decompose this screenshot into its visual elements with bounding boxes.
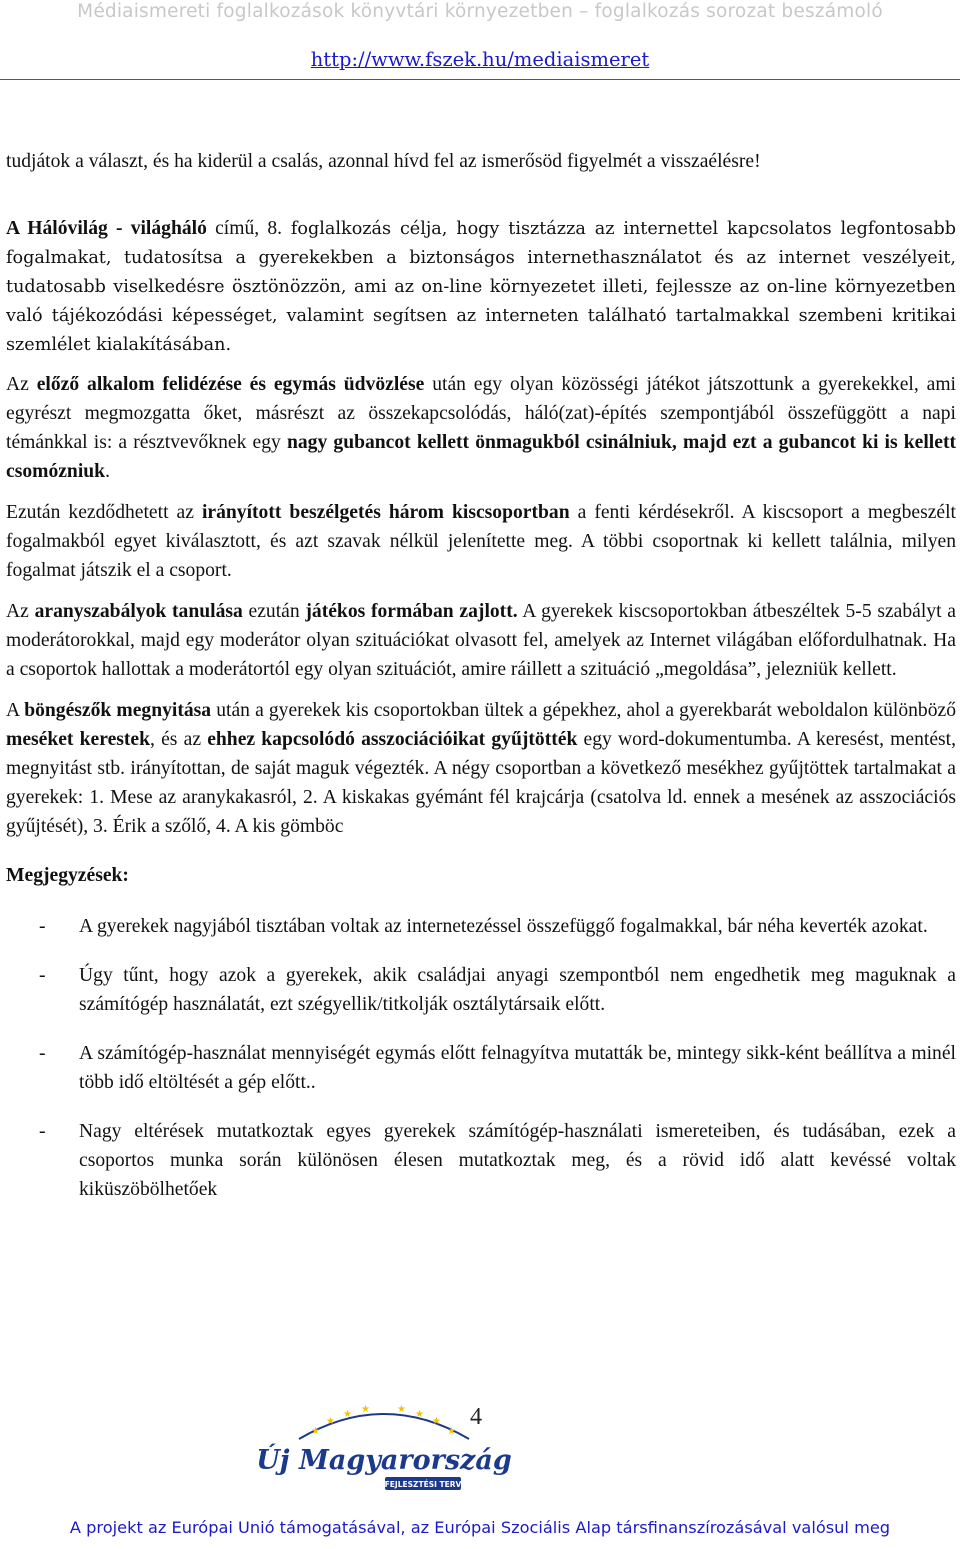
list-item: - Nagy eltérések mutatkoztak egyes gyerekek számítógép-használati ismereteiben, és tudásában, ezek a csoportos munka során különösen élesen mutatkoztak meg, és a rövid idő alatt kevéssé voltak kiküszöbölhetőek xyxy=(6,1117,956,1204)
uj-magyarorszag-logo xyxy=(256,1403,512,1507)
paragraph-warmup: Az előző alkalom felidézése és egymás üdvözlése után egy olyan közösségi játékot játszottunk a gyerekekkel, ami egyrészt megmozgatta őket, másrészt az összekapcsolódás, háló(zat)-építés szempontjából összefüggött a napi témánkkal is: a résztvevőknek egy nagy gubancot kellett önmagukból csinálniuk, majd ezt a gubancot ki is kellett csomózniuk. xyxy=(6,374,956,482)
notes-list xyxy=(6,912,956,1204)
paragraph-discussion: Ezután kezdődhetett az irányított beszélgetés három kiscsoportban a fenti kérdésekről. A kiscsoport a megbeszélt fogalmakból egyet kiválasztott, és azt szavak nélkül jelenítette meg. A többi csoportnak ki kellett találnia, milyen fogalmat játszik el a csoport. xyxy=(6,502,956,581)
document-body xyxy=(6,147,956,1224)
paragraph-session-goal: A Hálóvilág - világháló című, 8. foglalkozás célja, hogy tisztázza az internettel kapcsolatos legfontosabb fogalmakat, tudatosítsa a gyerekekben a biztonságos internethasználatot és az internet veszélyeit, tudatosabb viselkedésre ösztönözzön, ami az on-line környezetet illeti, fejlessze az on-line környezetben való tájékozódási képességet, valamint segítsen az interneten található tartalmakkal szembeni kritikai szemlélet kialakításában. xyxy=(6,218,956,355)
paragraph-browsers: A böngészők megnyitása után a gyerekek kis csoportokban ültek a gépekhez, ahol a gyerekbarát weboldalon különböző meséket kerestek, és az ehhez kapcsolódó asszociációikat gyűjtötték egy word-dokumentumba. A keresést, mentést, megnyitást stb. irányítottan, de saját maguk végezték. A négy csoportban a következő mesékhez gyűjtöttek tartalmakat a gyerekek: 1. Mese az aranykakasról, 2. A kiskakas gyémánt fél krajcárja (csatolva ld. ennek a mesének az asszociációs gyűjtését), 3. Érik a szőlő, 4. A kis gömböc xyxy=(6,700,957,837)
page-number: 4 xyxy=(470,1404,482,1430)
footer-funding-note: A projekt az Európai Unió támogatásával, az Európai Szociális Alap társfinanszírozásával valósul meg xyxy=(69,1518,891,1537)
logo-wordmark: Új Magyarország xyxy=(256,1445,512,1476)
list-item: - A gyerekek nagyjából tisztában voltak az internetezéssel összefüggő fogalmakkal, bár néha keverték azokat. xyxy=(6,912,956,941)
svg-text:★: ★ xyxy=(415,1409,424,1420)
list-dash: - xyxy=(39,965,46,986)
svg-text:★: ★ xyxy=(447,1426,456,1437)
svg-text:★: ★ xyxy=(361,1404,370,1415)
list-dash: - xyxy=(39,1043,46,1064)
list-dash: - xyxy=(39,1121,46,1142)
paragraph-intro: tudjátok a választ, és ha kiderül a csalás, azonnal hívd fel az ismerősöd figyelmét a visszaélésre! xyxy=(6,151,761,172)
notes-heading: Megjegyzések: xyxy=(6,865,129,886)
list-item: - A számítógép-használat mennyiségét egymás előtt felnagyítva mutatták be, mintegy sikk-ként beállítva a minél több idő eltöltését a gép előtt.. xyxy=(6,1039,956,1097)
logo-subtitle: FEJLESZTÉSI TERV xyxy=(384,1480,462,1489)
session-title: A Hálóvilág - világháló xyxy=(6,218,207,239)
paragraph-golden-rules: Az aranyszabályok tanulása ezután játékos formában zajlott. A gyerekek kiscsoportokban átbeszéltek 5-5 szabályt a moderátorokkal, majd egy moderátor olyan szituációkat olvasott fel, amelyek az Internet világában előfordulhatnak. Ha a csoportok hallottak a moderátortól egy olyan szituációt, amire ráillett a szituáció „megoldása”, jelezniük kellett. xyxy=(6,601,956,680)
list-dash: - xyxy=(39,916,46,937)
svg-text:★: ★ xyxy=(311,1426,320,1437)
header-divider xyxy=(0,79,960,80)
header-title: Médiaismereti foglalkozások könyvtári környezetben – foglalkozás sorozat beszámoló xyxy=(77,1,883,22)
svg-text:★: ★ xyxy=(343,1409,352,1420)
svg-text:★: ★ xyxy=(432,1416,441,1427)
header-link[interactable]: http://www.fszek.hu/mediaismeret xyxy=(310,48,650,71)
list-item: - Úgy tűnt, hogy azok a gyerekek, akik családjai anyagi szempontból nem engedhetik meg maguknak a számítógép használatát, ezt szégyellik/titkolják osztálytársaik előtt. xyxy=(6,961,956,1019)
svg-text:★: ★ xyxy=(397,1404,406,1415)
svg-text:★: ★ xyxy=(326,1416,335,1427)
